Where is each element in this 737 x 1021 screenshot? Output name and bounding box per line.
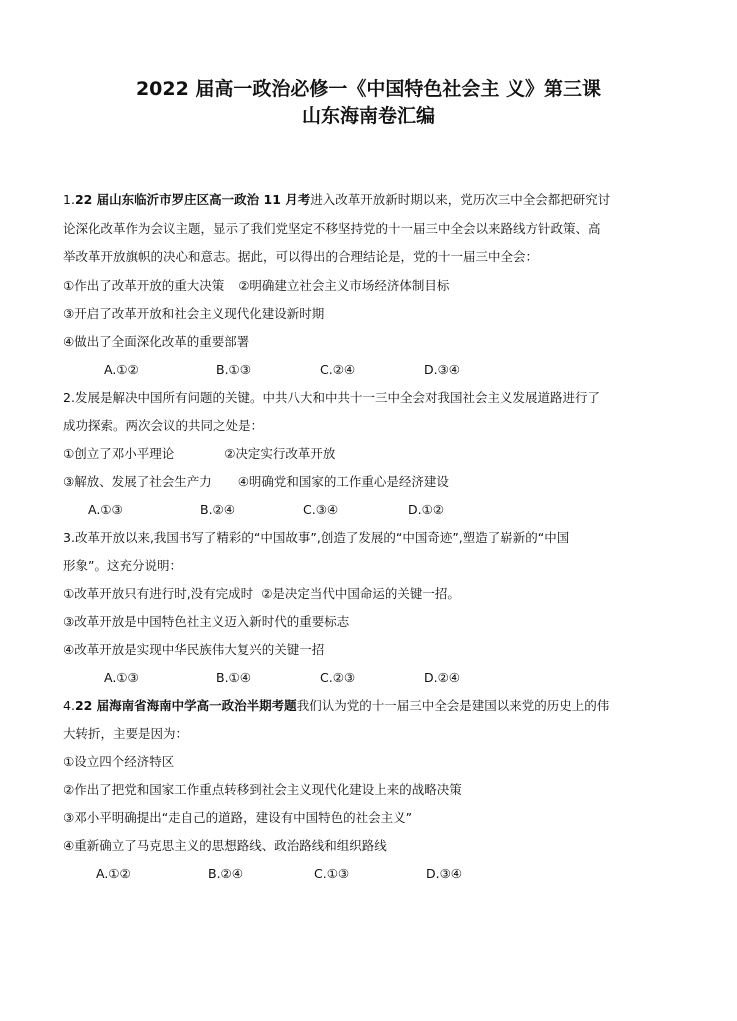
- question-4-item-4: ④重新确立了马克思主义的思想路线、政治路线和组织路线: [63, 838, 387, 853]
- option-d: D.②④: [424, 670, 461, 685]
- stem-text: 进入改革开放新时期以来，党历次三中全会都把研究讨: [310, 192, 611, 207]
- option-c: C.③④: [303, 502, 339, 517]
- question-4-item-3: ③邓小平明确提出“走自己的道路，建设有中国特色的社会主义”: [63, 810, 413, 825]
- question-number: 1.: [63, 192, 75, 207]
- choice-item: ④明确党和国家的工作重心是经济建设: [237, 474, 449, 489]
- question-4-stem-line-1: [63, 698, 609, 714]
- option-c: C.②④: [320, 362, 356, 377]
- question-4-item-1: ①设立四个经济特区: [63, 754, 175, 769]
- option-b: B.①③: [216, 362, 251, 377]
- option-d: D.③④: [424, 362, 461, 377]
- option-c: C.①③: [314, 866, 350, 881]
- option-b: B.②④: [200, 502, 235, 517]
- question-3-stem-line-2: 形象”。这充分说明：: [63, 558, 182, 573]
- question-source: 22 届山东临沂市罗庄区高一政治 11 月考: [74, 192, 311, 207]
- option-c: C.②③: [320, 670, 356, 685]
- option-b: B.①④: [216, 670, 251, 685]
- question-1-stem-line-2: 论深化改革作为会议主题，显示了我们党坚定不移坚持党的十一届三中全会以来路线方针政策、高: [63, 221, 601, 236]
- question-2-stem-line-1: [63, 390, 600, 406]
- question-3-item-3: ③改革开放是中国特色社主义迈入新时代的重要标志: [63, 614, 350, 629]
- option-b: B.②④: [208, 866, 243, 881]
- question-1-item-4: ④做出了全面深化改革的重要部署: [63, 334, 250, 349]
- document-subtitle: 山东海南卷汇编: [301, 105, 435, 127]
- question-4-stem-line-2: 大转折，主要是因为：: [63, 726, 189, 741]
- document-title: 2022 届高一政治必修一《中国特色社会主 义》第三课: [135, 78, 602, 100]
- choice-item: ①作出了改革开放的重大决策: [63, 278, 225, 293]
- choice-item: ②是决定当代中国命运的关键一招。: [261, 586, 460, 601]
- option-d: D.①②: [408, 502, 445, 517]
- stem-text: 改革开放以来,我国书写了精彩的“中国故事”,创造了发展的“中国奇迹”,塑造了崭新的“中国: [74, 530, 570, 545]
- stem-text: 发展是解决中国所有问题的关键。中共八大和中共十一三中全会对我国社会主义发展道路进行了: [74, 390, 600, 405]
- question-2-items-row-1: [63, 446, 335, 462]
- question-source: 22 届海南省海南中学高一政治半期考题: [74, 698, 297, 713]
- option-a: A.①②: [96, 866, 131, 881]
- question-1-stem-line-3: 举改革开放旗帜的决心和意志。据此，可以得出的合理结论是，党的十一届三中全会：: [63, 249, 539, 264]
- question-1-items-row-1: [63, 278, 449, 294]
- question-2-stem-line-2: 成功探索。两次会议的共同之处是：: [63, 418, 264, 433]
- option-d: D.③④: [426, 866, 463, 881]
- choice-item: ①改革开放只有进行时,没有完成时: [63, 586, 254, 601]
- stem-text: 我们认为党的十一届三中全会是建国以来党的历史上的伟: [296, 698, 610, 713]
- question-1-item-3: ③开启了改革开放和社会主义现代化建设新时期: [63, 306, 325, 321]
- choice-item: ②决定实行改革开放: [224, 446, 336, 461]
- question-number: 3.: [63, 530, 75, 545]
- question-number: 2.: [63, 390, 75, 405]
- question-2-items-row-2: [63, 474, 449, 490]
- question-1-stem-line-1: [63, 192, 610, 208]
- choice-item: ①创立了邓小平理论: [63, 446, 175, 461]
- question-4-item-2: ②作出了把党和国家工作重点转移到社会主义现代化建设上来的战略决策: [63, 782, 462, 797]
- question-3-stem-line-1: [63, 530, 569, 546]
- choice-item: ③解放、发展了社会生产力: [63, 474, 212, 489]
- question-3-items-row-1: [63, 586, 460, 602]
- question-3-item-4: ④改革开放是实现中华民族伟大复兴的关键一招: [63, 642, 325, 657]
- choice-item: ②明确建立社会主义市场经济体制目标: [238, 278, 450, 293]
- option-a: A.①③: [88, 502, 123, 517]
- option-a: A.①②: [104, 362, 139, 377]
- question-number: 4.: [63, 698, 75, 713]
- option-a: A.①③: [104, 670, 139, 685]
